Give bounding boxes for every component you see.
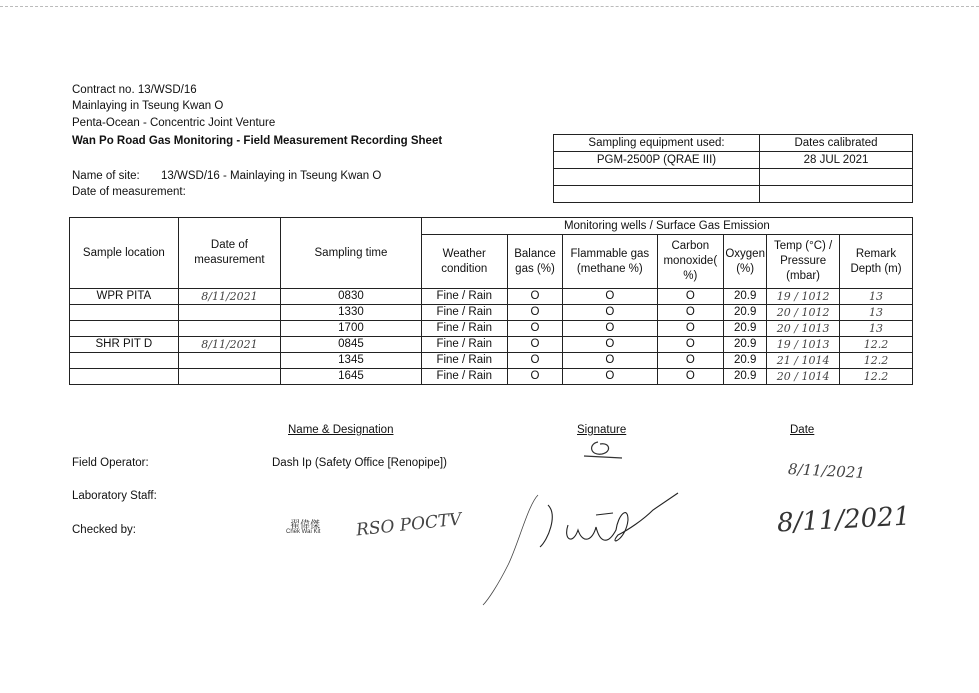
equipment-header: Sampling equipment used: bbox=[554, 135, 760, 152]
temp-pressure-cell: 20 / 1013 bbox=[767, 321, 840, 337]
col-balance-gas: Balance gas (%) bbox=[507, 235, 562, 289]
oxygen-cell: 20.9 bbox=[724, 369, 767, 385]
col-date-of-measurement: Date of measurement bbox=[178, 218, 281, 289]
table-row bbox=[70, 289, 913, 305]
table-row bbox=[70, 337, 913, 353]
col-carbon-monoxide: Carbon monoxide( %) bbox=[657, 235, 724, 289]
date-cell: 8/11/2021 bbox=[178, 337, 281, 353]
field-operator-date: 8/11/2021 bbox=[787, 459, 866, 483]
temp-pressure-cell: 19 / 1012 bbox=[767, 289, 840, 305]
checked-by-stamp-name: Chek Wai Kit bbox=[286, 529, 321, 535]
flammable-gas-cell: O bbox=[563, 305, 657, 321]
temp-pressure-cell: 20 / 1014 bbox=[767, 369, 840, 385]
sample-location-cell bbox=[70, 321, 179, 337]
calibrated-cell bbox=[760, 186, 913, 203]
date-of-measurement-label: Date of measurement: bbox=[72, 186, 186, 198]
remark-depth-cell: 12.2 bbox=[840, 369, 913, 385]
oxygen-cell: 20.9 bbox=[724, 305, 767, 321]
carbon-monoxide-cell: O bbox=[657, 321, 724, 337]
equipment-cell: PGM-2500P (QRAE III) bbox=[554, 152, 760, 169]
remark-depth-cell: 13 bbox=[840, 289, 913, 305]
weather-cell: Fine / Rain bbox=[421, 369, 507, 385]
table-row bbox=[70, 305, 913, 321]
sampling-time-cell: 0830 bbox=[281, 289, 421, 305]
project-name: Mainlaying in Tseung Kwan O bbox=[72, 100, 224, 112]
table-row bbox=[70, 353, 913, 369]
checked-by-label: Checked by: bbox=[72, 524, 136, 536]
calibrated-cell bbox=[760, 169, 913, 186]
sampling-time-cell: 1345 bbox=[281, 353, 421, 369]
balance-gas-cell: O bbox=[507, 305, 562, 321]
field-operator-name: Dash Ip (Safety Office [Renopipe]) bbox=[272, 457, 447, 469]
sample-location-cell bbox=[70, 353, 179, 369]
temp-pressure-cell: 20 / 1012 bbox=[767, 305, 840, 321]
flammable-gas-cell: O bbox=[563, 337, 657, 353]
balance-gas-cell: O bbox=[507, 337, 562, 353]
calibrated-header: Dates calibrated bbox=[760, 135, 913, 152]
sampling-time-cell: 1645 bbox=[281, 369, 421, 385]
carbon-monoxide-cell: O bbox=[657, 353, 724, 369]
table-row bbox=[70, 369, 913, 385]
checked-by-date: 8/11/2021 bbox=[776, 501, 912, 539]
date-heading: Date bbox=[790, 424, 815, 436]
checked-by-handwritten-note: RSO POCTV bbox=[355, 509, 463, 541]
flammable-gas-cell: O bbox=[563, 353, 657, 369]
balance-gas-cell: O bbox=[507, 369, 562, 385]
carbon-monoxide-cell: O bbox=[657, 369, 724, 385]
col-weather: Weather condition bbox=[421, 235, 507, 289]
checked-by-stamp-chinese: 翟偉傑 bbox=[290, 520, 320, 531]
sample-location-cell: WPR PITA bbox=[70, 289, 179, 305]
weather-cell: Fine / Rain bbox=[421, 289, 507, 305]
calibrated-cell: 28 JUL 2021 bbox=[760, 152, 913, 169]
carbon-monoxide-cell: O bbox=[657, 305, 724, 321]
flammable-gas-cell: O bbox=[563, 369, 657, 385]
date-cell bbox=[178, 305, 281, 321]
sampling-time-cell: 1330 bbox=[281, 305, 421, 321]
remark-depth-cell: 13 bbox=[840, 305, 913, 321]
weather-cell: Fine / Rain bbox=[421, 321, 507, 337]
group-header: Monitoring wells / Surface Gas Emission bbox=[421, 218, 912, 235]
field-operator-label: Field Operator: bbox=[72, 457, 149, 469]
equipment-cell bbox=[554, 169, 760, 186]
sampling-time-cell: 0845 bbox=[281, 337, 421, 353]
laboratory-staff-label: Laboratory Staff: bbox=[72, 490, 157, 502]
site-label: Name of site: bbox=[72, 170, 140, 182]
sample-location-cell bbox=[70, 369, 179, 385]
temp-pressure-cell: 19 / 1013 bbox=[767, 337, 840, 353]
col-sampling-time: Sampling time bbox=[281, 218, 421, 289]
site-value: 13/WSD/16 - Mainlaying in Tseung Kwan O bbox=[161, 170, 382, 182]
weather-cell: Fine / Rain bbox=[421, 337, 507, 353]
date-cell bbox=[178, 321, 281, 337]
sampling-time-cell: 1700 bbox=[281, 321, 421, 337]
weather-cell: Fine / Rain bbox=[421, 353, 507, 369]
carbon-monoxide-cell: O bbox=[657, 337, 724, 353]
col-temp-pressure: Temp (°C) / Pressure (mbar) bbox=[767, 235, 840, 289]
oxygen-cell: 20.9 bbox=[724, 289, 767, 305]
oxygen-cell: 20.9 bbox=[724, 353, 767, 369]
signature-heading: Signature bbox=[577, 424, 627, 436]
checked-by-signature bbox=[478, 485, 688, 610]
field-operator-signature bbox=[578, 436, 628, 462]
sample-location-cell bbox=[70, 305, 179, 321]
col-flammable-gas: Flammable gas (methane %) bbox=[563, 235, 657, 289]
date-cell bbox=[178, 369, 281, 385]
date-cell bbox=[178, 353, 281, 369]
contract-number: Contract no. 13/WSD/16 bbox=[72, 84, 197, 96]
sheet-title: Wan Po Road Gas Monitoring - Field Measurement Recording Sheet bbox=[72, 135, 443, 147]
contractor-name: Penta-Ocean - Concentric Joint Venture bbox=[72, 117, 276, 129]
scan-edge-line bbox=[0, 6, 979, 7]
sample-location-cell: SHR PIT D bbox=[70, 337, 179, 353]
col-sample-location: Sample location bbox=[70, 218, 179, 289]
weather-cell: Fine / Rain bbox=[421, 305, 507, 321]
table-row bbox=[70, 321, 913, 337]
flammable-gas-cell: O bbox=[563, 321, 657, 337]
remark-depth-cell: 12.2 bbox=[840, 337, 913, 353]
oxygen-cell: 20.9 bbox=[724, 337, 767, 353]
temp-pressure-cell: 21 / 1014 bbox=[767, 353, 840, 369]
remark-depth-cell: 12.2 bbox=[840, 353, 913, 369]
col-oxygen: Oxygen (%) bbox=[724, 235, 767, 289]
oxygen-cell: 20.9 bbox=[724, 321, 767, 337]
col-remark-depth: Remark Depth (m) bbox=[840, 235, 913, 289]
flammable-gas-cell: O bbox=[563, 289, 657, 305]
balance-gas-cell: O bbox=[507, 289, 562, 305]
equipment-cell bbox=[554, 186, 760, 203]
measurement-table bbox=[69, 217, 913, 385]
carbon-monoxide-cell: O bbox=[657, 289, 724, 305]
balance-gas-cell: O bbox=[507, 321, 562, 337]
balance-gas-cell: O bbox=[507, 353, 562, 369]
date-cell: 8/11/2021 bbox=[178, 289, 281, 305]
name-designation-heading: Name & Designation bbox=[288, 424, 394, 436]
equipment-table bbox=[553, 134, 913, 203]
remark-depth-cell: 13 bbox=[840, 321, 913, 337]
